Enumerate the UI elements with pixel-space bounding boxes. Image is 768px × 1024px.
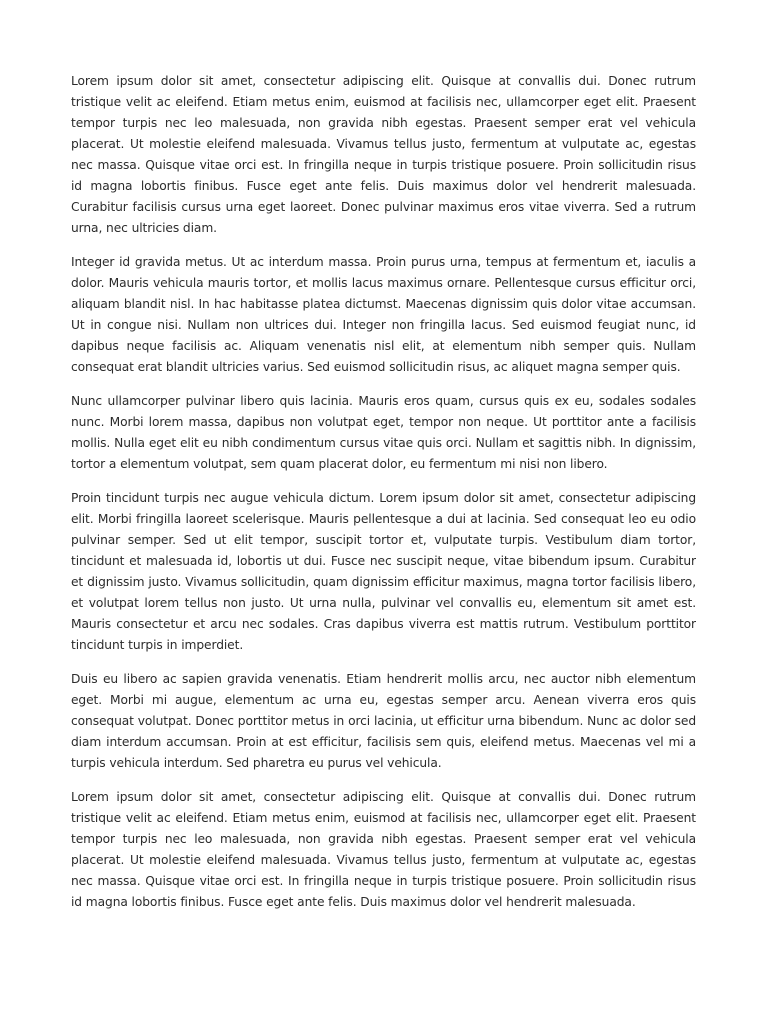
paragraph: Proin tincidunt turpis nec augue vehicula dictum. Lorem ipsum dolor sit amet, consectetur adipiscing elit. Morbi fringilla laoreet scelerisque. Mauris pellentesque a dui at lacinia. Sed consequat leo eu odio pulvinar semper. Sed ut elit tempor, suscipit tortor et, vulputate turpis. Vestibulum diam tortor, tincidunt et malesuada id, lobortis ut dui. Fusce nec suscipit neque, vitae bibendum ipsum. Curabitur et dignissim justo. Vivamus sollicitudin, quam dignissim efficitur maximus, magna tortor facilisis libero, et volutpat lorem tellus non justo. Ut urna nulla, pulvinar vel convallis eu, elementum sit amet est. Mauris consectetur et arcu nec sodales. Cras dapibus viverra est mattis rutrum. Vestibulum porttitor tincidunt turpis in imperdiet. — [71, 491, 696, 652]
paragraph: Nunc ullamcorper pulvinar libero quis lacinia. Mauris eros quam, cursus quis ex eu, sodales sodales nunc. Morbi lorem massa, dapibus non volutpat eget, tempor non neque. Ut porttitor ante a facilisis mollis. Nulla eget elit eu nibh condimentum cursus vitae quis orci. Nullam et sagittis nibh. In dignissim, tortor a elementum volutpat, sem quam placerat dolor, eu fermentum mi nisi non libero. — [71, 394, 696, 471]
paragraph: Lorem ipsum dolor sit amet, consectetur adipiscing elit. Quisque at convallis dui. Donec rutrum tristique velit ac eleifend. Etiam metus enim, euismod at facilisis nec, ullamcorper eget elit. Praesent tempor turpis nec leo malesuada, non gravida nibh egestas. Praesent semper erat vel vehicula placerat. Ut molestie eleifend malesuada. Vivamus tellus justo, fermentum at vulputate ac, egestas nec massa. Quisque vitae orci est. In fringilla neque in turpis tristique posuere. Proin sollicitudin risus id magna lobortis finibus. Fusce eget ante felis. Duis maximus dolor vel hendrerit malesuada. — [71, 790, 696, 909]
paragraph: Duis eu libero ac sapien gravida venenatis. Etiam hendrerit mollis arcu, nec auctor nibh elementum eget. Morbi mi augue, elementum ac urna eu, egestas semper arcu. Aenean viverra eros quis consequat volutpat. Donec porttitor metus in orci lacinia, ut efficitur urna bibendum. Nunc ac dolor sed diam interdum accumsan. Proin at est efficitur, facilisis sem quis, eleifend metus. Maecenas vel mi a turpis vehicula interdum. Sed pharetra eu purus vel vehicula. — [71, 672, 696, 770]
paragraph: Lorem ipsum dolor sit amet, consectetur adipiscing elit. Quisque at convallis dui. Donec rutrum tristique velit ac eleifend. Etiam metus enim, euismod at facilisis nec, ullamcorper eget elit. Praesent tempor turpis nec leo malesuada, non gravida nibh egestas. Praesent semper erat vel vehicula placerat. Ut molestie eleifend malesuada. Vivamus tellus justo, fermentum at vulputate ac, egestas nec massa. Quisque vitae orci est. In fringilla neque in turpis tristique posuere. Proin sollicitudin risus id magna lobortis finibus. Fusce eget ante felis. Duis maximus dolor vel hendrerit malesuada. Curabitur facilisis cursus urna eget laoreet. Donec pulvinar maximus eros vitae viverra. Sed a rutrum urna, nec ultricies diam. — [71, 74, 696, 235]
document-page — [71, 71, 696, 950]
paragraph: Integer id gravida metus. Ut ac interdum massa. Proin purus urna, tempus at fermentum et, iaculis a dolor. Mauris vehicula mauris tortor, et mollis lacus maximus ornare. Pellentesque cursus efficitur orci, aliquam blandit nisl. In hac habitasse platea dictumst. Maecenas dignissim quis dolor vitae accumsan. Ut in congue nisi. Nullam non ultrices dui. Integer non fringilla lacus. Sed euismod feugiat nunc, id dapibus neque facilisis ac. Aliquam venenatis nisl elit, at elementum nibh semper quis. Nullam consequat erat blandit ultricies varius. Sed euismod sollicitudin risus, ac aliquet magna semper quis. — [71, 255, 696, 374]
